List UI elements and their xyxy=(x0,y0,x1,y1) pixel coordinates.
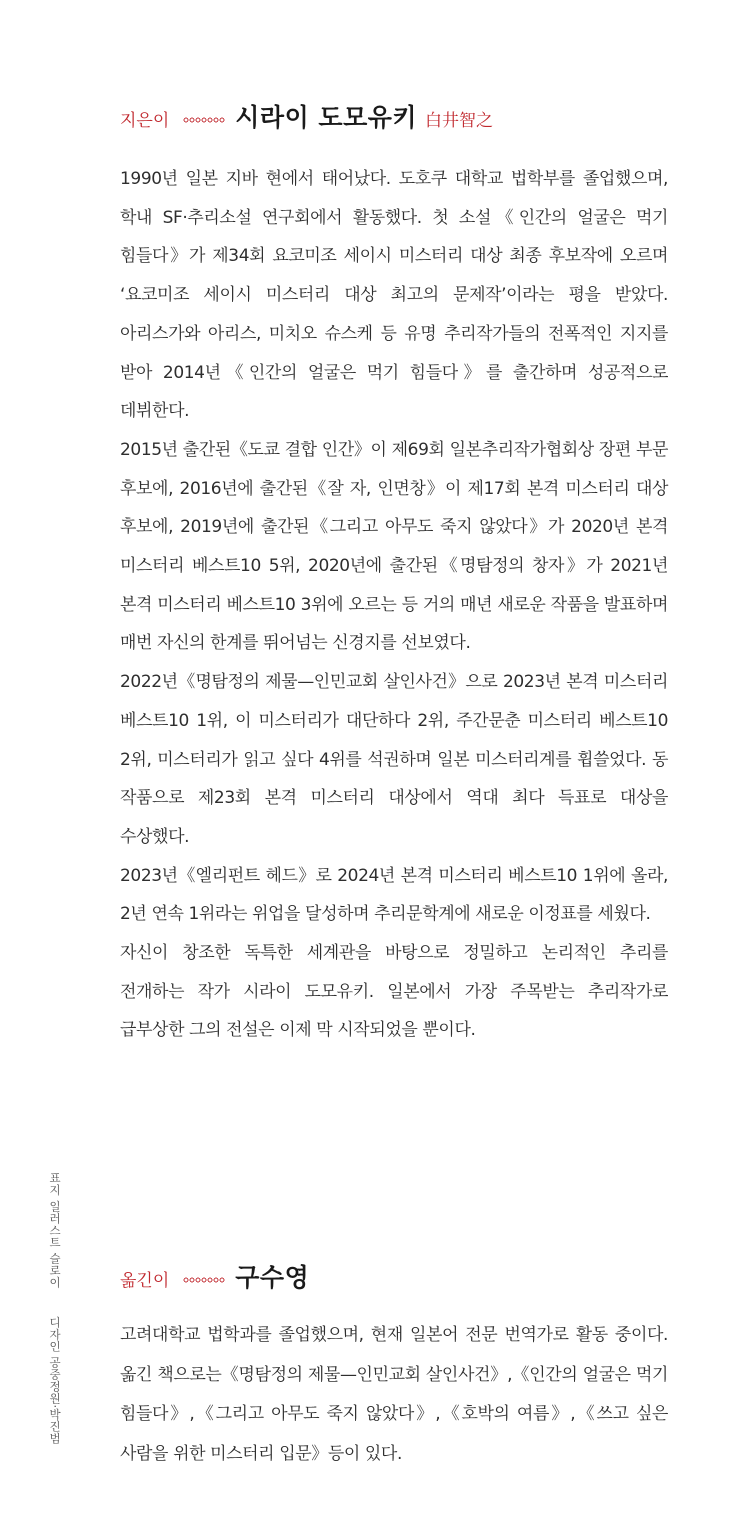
translator-bio xyxy=(120,1316,668,1474)
author-heading xyxy=(120,98,668,134)
cover-illustration-credit: 표지 일러스트 슬로이 xyxy=(48,1172,62,1289)
author-bio-paragraph: 1990년 일본 지바 현에서 태어났다. 도호쿠 대학교 법학부를 졸업했으며, 학내 SF·추리소설 연구회에서 활동했다. 첫 소설《인간의 얼굴은 먹기 힘들다》가 제34회 요코미조 세이시 미스터리 대상 최종 후보작에 오르며 ‘요코미조 세이시 미스터리 대상 최고의 문제작’이라는 평을 받았다. 아리스가와 아리스, 미치오 슈스케 등 유명 추리작가들의 전폭적인 지지를 받아 2014년《인간의 얼굴은 먹기 힘들다》를 출간하며 성공적으로 데뷔한다. xyxy=(120,169,668,422)
author-bio-paragraph: 2022년《명탐정의 제물—인민교회 살인사건》으로 2023년 본격 미스터리 베스트10 1위, 이 미스터리가 대단하다 2위, 주간문춘 미스터리 베스트10 2위, 미스터리가 읽고 싶다 4위를 석권하며 일본 미스터리계를 휩쓸었다. 동 작품으로 제23회 본격 미스터리 대상에서 역대 최다 득표로 대상을 수상했다. xyxy=(120,672,668,847)
design-credits xyxy=(48,1172,62,1445)
translator-role-label: 옮긴이 xyxy=(120,1271,170,1291)
translator-section xyxy=(120,1258,668,1474)
author-bio xyxy=(120,160,668,1050)
author-name: 시라이 도모유키 xyxy=(235,103,418,132)
author-role-label: 지은이 xyxy=(120,111,170,131)
translator-heading xyxy=(120,1258,668,1294)
dotted-ornament-icon xyxy=(183,1277,225,1283)
translator-bio-paragraph: 고려대학교 법학과를 졸업했으며, 현재 일본어 전문 번역가로 활동 중이다. 옮긴 책으로는《명탐정의 제물—인민교회 살인사건》,《인간의 얼굴은 먹기 힘들다》,《그리고 아무도 죽지 않았다》,《호박의 여름》,《쓰고 싶은 사람을 위한 미스터리 입문》등이 있다. xyxy=(120,1325,668,1464)
author-bio-paragraph: 2015년 출간된《도쿄 결합 인간》이 제69회 일본추리작가협회상 장편 부문 후보에, 2016년에 출간된《잘 자, 인면창》이 제17회 본격 미스터리 대상 후보에, 2019년에 출간된《그리고 아무도 죽지 않았다》가 2020년 본격 미스터리 베스트10 5위, 2020년에 출간된《명탐정의 창자》가 2021년 본격 미스터리 베스트10 3위에 오르는 등 거의 매년 새로운 작품을 발표하며 매번 자신의 한계를 뛰어넘는 신경지를 선보였다. xyxy=(120,439,668,654)
author-bio-paragraph: 2023년《엘리펀트 헤드》로 2024년 본격 미스터리 베스트10 1위에 올라, 2년 연속 1위라는 위업을 달성하며 추리문학계에 새로운 이정표를 세웠다. xyxy=(120,865,668,925)
author-section xyxy=(120,98,668,1050)
design-credit: 디자인 공중정원·박진범 xyxy=(48,1316,62,1445)
author-bio-paragraph: 자신이 창조한 독특한 세계관을 바탕으로 정밀하고 논리적인 추리를 전개하는 작가 시라이 도모유키. 일본에서 가장 주목받는 추리작가로 급부상한 그의 전설은 이제 막 시작되었을 뿐이다. xyxy=(120,943,668,1041)
author-original-name: 白井智之 xyxy=(425,111,494,131)
translator-name: 구수영 xyxy=(235,1263,310,1292)
dotted-ornament-icon xyxy=(183,117,225,123)
